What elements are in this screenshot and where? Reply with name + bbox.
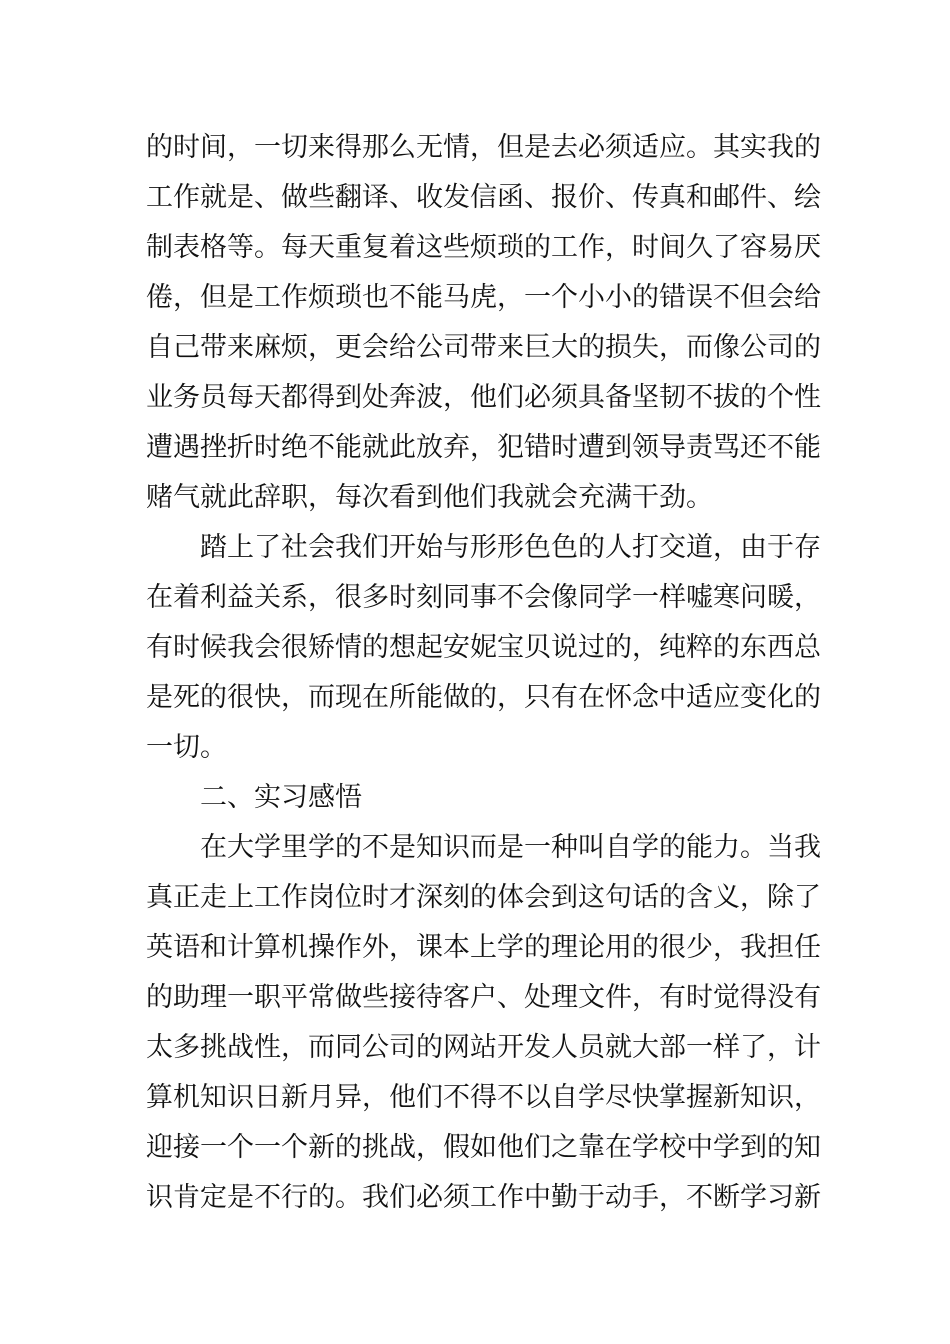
text-line: 算机知识日新月异，他们不得不以自学尽快掌握新知识， bbox=[146, 1082, 821, 1113]
text-line: 一切。 bbox=[146, 732, 227, 763]
paragraph-first-line: 踏上了社会我们开始与形形色色的人打交道，由于存 bbox=[200, 532, 821, 563]
text-line: 在着利益关系，很多时刻同事不会像同学一样嘘寒问暖， bbox=[146, 582, 821, 613]
text-line: 赌气就此辞职，每次看到他们我就会充满干劲。 bbox=[146, 482, 713, 513]
text-line: 倦，但是工作烦琐也不能马虎，一个小小的错误不但会给 bbox=[146, 282, 821, 313]
section-heading: 二、实习感悟 bbox=[200, 782, 362, 813]
text-line: 英语和计算机操作外，课本上学的理论用的很少，我担任 bbox=[146, 932, 821, 963]
text-line: 识肯定是不行的。我们必须工作中勤于动手，不断学习新 bbox=[146, 1182, 821, 1213]
text-line: 是死的很快，而现在所能做的，只有在怀念中适应变化的 bbox=[146, 682, 821, 713]
text-line: 自己带来麻烦，更会给公司带来巨大的损失，而像公司的 bbox=[146, 332, 821, 363]
text-line: 迎接一个一个新的挑战，假如他们之靠在学校中学到的知 bbox=[146, 1132, 821, 1163]
text-line: 太多挑战性，而同公司的网站开发人员就大部一样了，计 bbox=[146, 1032, 821, 1063]
text-line: 有时候我会很矫情的想起安妮宝贝说过的，纯粹的东西总 bbox=[146, 632, 821, 663]
text-line: 业务员每天都得到处奔波，他们必须具备坚韧不拔的个性 bbox=[146, 382, 821, 413]
text-line: 真正走上工作岗位时才深刻的体会到这句话的含义，除了 bbox=[146, 882, 821, 913]
paragraph-first-line: 在大学里学的不是知识而是一种叫自学的能力。当我 bbox=[200, 832, 821, 863]
text-line: 的时间，一切来得那么无情，但是去必须适应。其实我的 bbox=[146, 132, 821, 163]
text-line: 工作就是、做些翻译、收发信函、报价、传真和邮件、绘 bbox=[146, 182, 821, 213]
text-line: 遭遇挫折时绝不能就此放弃，犯错时遭到领导责骂还不能 bbox=[146, 432, 821, 463]
text-line: 制表格等。每天重复着这些烦琐的工作，时间久了容易厌 bbox=[146, 232, 821, 263]
text-line: 的助理一职平常做些接待客户、处理文件，有时觉得没有 bbox=[146, 982, 821, 1013]
